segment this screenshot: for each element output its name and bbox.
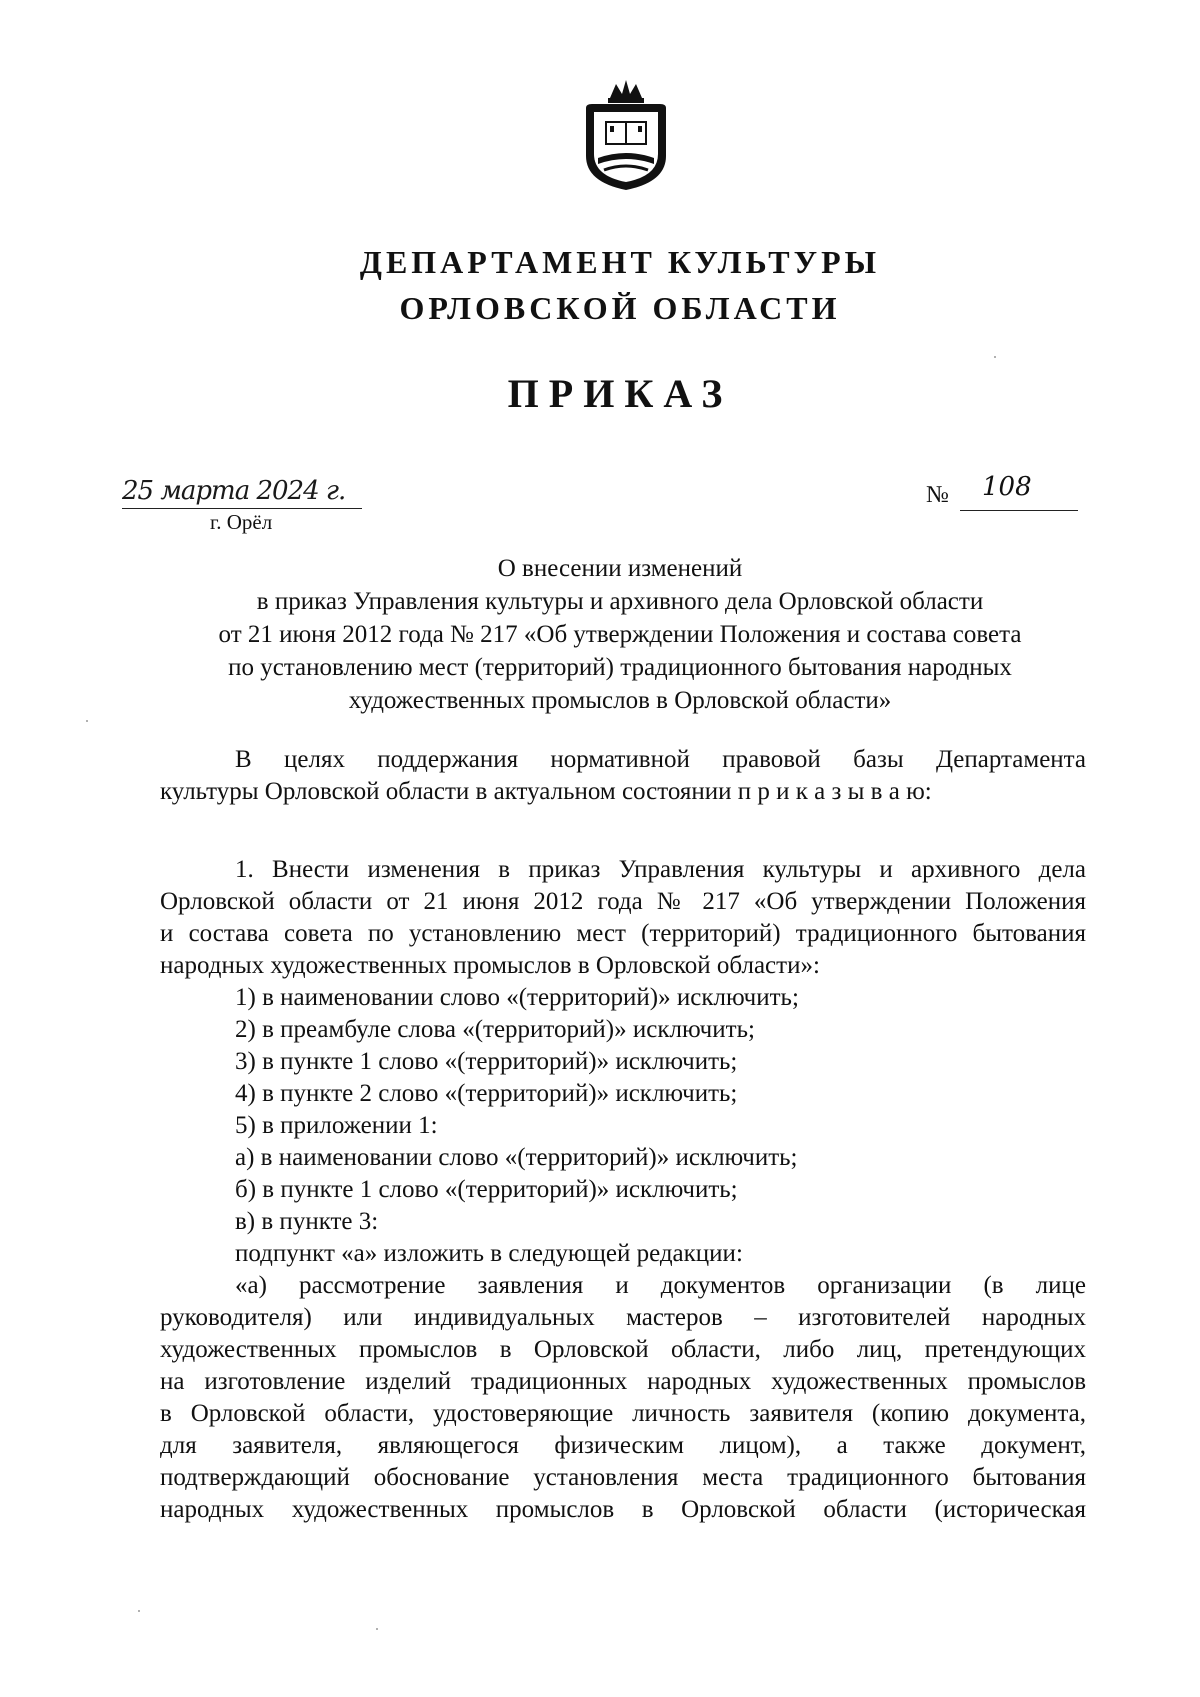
order-number-label: № [926, 482, 949, 508]
preamble-line: В целях поддержания нормативной правовой базы Департамента [235, 746, 1086, 773]
city-label: г. Орёл [210, 510, 273, 534]
document-title [160, 552, 1080, 717]
order-body [160, 854, 1086, 1526]
list-item: подпункт «а» изложить в следующей редакции: [235, 1240, 743, 1267]
body-line: народных художественных промыслов в Орловской области (историческая [160, 1496, 1086, 1523]
list-item: 2) в преамбуле слова «(территорий)» исключить; [235, 1016, 755, 1043]
scan-speck [86, 720, 88, 722]
list-item: б) в пункте 1 слово «(территорий)» исключить; [235, 1176, 738, 1203]
preamble-paragraph [160, 744, 1086, 808]
body-line: «а) рассмотрение заявления и документов организации (в лице [235, 1272, 1086, 1299]
list-item: 5) в приложении 1: [235, 1112, 438, 1139]
coat-of-arms-emblem-icon [580, 78, 672, 194]
title-line: художественных промыслов в Орловской области» [348, 687, 892, 714]
title-line: в приказ Управления культуры и архивного дела Орловской области [256, 588, 984, 615]
body-line: на изготовление изделий традиционных народных художественных промыслов [160, 1368, 1086, 1395]
scan-speck [138, 1610, 140, 1612]
list-item: в) в пункте 3: [235, 1208, 379, 1235]
body-line: Орловской области от 21 июня 2012 года № 217 «Об утверждении Положения [160, 888, 1086, 915]
title-line: по установлению мест (территорий) традиционного бытования народных [228, 654, 1012, 681]
title-line: от 21 июня 2012 года № 217 «Об утверждении Положения и состава совета [218, 621, 1022, 648]
body-line: и состава совета по установлению мест (территорий) традиционного бытования [160, 920, 1086, 947]
list-item: 3) в пункте 1 слово «(территорий)» исключить; [235, 1048, 738, 1075]
list-item: 4) в пункте 2 слово «(территорий)» исключить; [235, 1080, 738, 1107]
list-item: а) в наименовании слово «(территорий)» исключить; [235, 1144, 798, 1171]
body-line: 1. Внести изменения в приказ Управления культуры и архивного дела [235, 856, 1086, 883]
scan-speck [994, 356, 996, 358]
body-line: подтверждающий обоснование установления места традиционного бытования [160, 1464, 1086, 1491]
list-item: 1) в наименовании слово «(территорий)» исключить; [235, 984, 799, 1011]
body-line: художественных промыслов в Орловской области, либо лиц, претендующих [160, 1336, 1086, 1363]
body-line: народных художественных промыслов в Орловской области»: [160, 952, 820, 979]
handwritten-date: 25 марта 2024 г. [122, 476, 362, 509]
department-name-line1: ДЕПАРТАМЕНТ КУЛЬТУРЫ [359, 244, 881, 280]
scan-speck [376, 1628, 378, 1630]
body-line: для заявителя, являющегося физическим лицом), а также документ, [160, 1432, 1086, 1459]
body-line: руководителя) или индивидуальных мастеров – изготовителей народных [160, 1304, 1086, 1331]
handwritten-order-number: 108 [982, 472, 1032, 502]
preamble-line: культуры Орловской области в актуальном состоянии п р и к а з ы в а ю: [160, 778, 932, 805]
document-type-heading: ПРИКАЗ [507, 371, 733, 416]
department-name-line2: ОРЛОВСКОЙ ОБЛАСТИ [399, 290, 841, 326]
title-line: О внесении изменений [497, 555, 743, 582]
body-line: в Орловской области, удостоверяющие личность заявителя (копию документа, [160, 1400, 1086, 1427]
